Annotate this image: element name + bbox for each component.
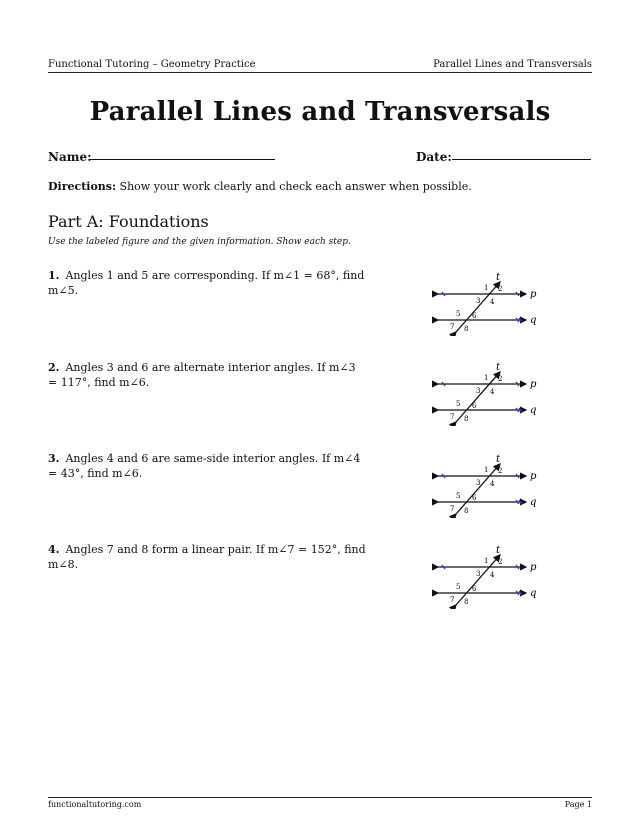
- angle-label-5: 5: [456, 583, 461, 591]
- parallel-lines-figure: [432, 362, 544, 426]
- footer-rule: [48, 797, 592, 798]
- transversal-t: [456, 464, 503, 514]
- angle-label-5: 5: [456, 492, 461, 500]
- problem-text: Angles 1 and 5 are corresponding. If m∠1 = 68°, find m∠5.: [48, 269, 365, 297]
- label-p: p: [530, 471, 537, 482]
- figure-4: [432, 545, 544, 609]
- angle-label-8: 8: [464, 598, 469, 606]
- problem-3: [48, 451, 368, 481]
- label-t: t: [496, 362, 501, 373]
- date-label: Date:: [416, 150, 452, 164]
- problem-number: 4.: [48, 543, 60, 556]
- angle-label-7: 7: [450, 505, 455, 513]
- problem-4: [48, 542, 368, 572]
- label-p: p: [530, 289, 537, 300]
- problem-number: 2.: [48, 361, 60, 374]
- problem-1: [48, 268, 368, 298]
- figure-1: [432, 272, 544, 336]
- angle-label-8: 8: [464, 325, 469, 333]
- problem-text: Angles 3 and 6 are alternate interior angles. If m∠3 = 117°, find m∠6.: [48, 361, 356, 389]
- angle-label-6: 6: [472, 585, 477, 593]
- angle-label-4: 4: [490, 388, 495, 396]
- label-q: q: [530, 405, 537, 416]
- label-q: q: [530, 315, 537, 326]
- angle-label-6: 6: [472, 402, 477, 410]
- angle-label-4: 4: [490, 480, 495, 488]
- figure-2: [432, 362, 544, 426]
- angle-label-8: 8: [464, 415, 469, 423]
- label-t: t: [496, 454, 501, 465]
- directions: [48, 180, 472, 193]
- angle-label-2: 2: [498, 375, 503, 383]
- name-label: Name:: [48, 150, 92, 164]
- header-left-text: Functional Tutoring – Geometry Practice: [48, 59, 256, 70]
- angle-label-7: 7: [450, 596, 455, 604]
- problem-number: 3.: [48, 452, 60, 465]
- angle-label-4: 4: [490, 571, 495, 579]
- directions-text: Show your work clearly and check each answer when possible.: [116, 180, 472, 193]
- angle-label-7: 7: [450, 413, 455, 421]
- angle-label-2: 2: [498, 467, 503, 475]
- transversal-t: [456, 372, 503, 422]
- parallel-lines-figure: [432, 272, 544, 336]
- footer-page-number: Page 1: [564, 800, 592, 809]
- label-t: t: [496, 272, 501, 283]
- label-p: p: [530, 379, 537, 390]
- label-q: q: [530, 497, 537, 508]
- angle-label-5: 5: [456, 400, 461, 408]
- angle-label-3: 3: [476, 570, 481, 578]
- transversal-t: [456, 555, 503, 605]
- directions-label: Directions:: [48, 180, 117, 193]
- angle-label-6: 6: [472, 494, 477, 502]
- angle-label-6: 6: [472, 312, 477, 320]
- angle-label-5: 5: [456, 310, 461, 318]
- angle-label-3: 3: [476, 297, 481, 305]
- angle-label-1: 1: [484, 466, 489, 474]
- angle-label-1: 1: [484, 284, 489, 292]
- parallel-lines-figure: [432, 545, 544, 609]
- angle-label-4: 4: [490, 298, 495, 306]
- page-title: Parallel Lines and Transversals: [89, 97, 551, 127]
- angle-label-3: 3: [476, 479, 481, 487]
- date-field-line[interactable]: [452, 159, 591, 160]
- transversal-t: [456, 282, 503, 332]
- problem-number: 1.: [48, 269, 60, 282]
- label-t: t: [496, 545, 501, 556]
- label-p: p: [530, 562, 537, 573]
- footer-left-text: functionaltutoring.com: [48, 800, 142, 809]
- angle-label-8: 8: [464, 507, 469, 515]
- problem-2: [48, 360, 368, 390]
- header-right-text: Parallel Lines and Transversals: [433, 59, 592, 70]
- problem-text: Angles 7 and 8 form a linear pair. If m∠7 = 152°, find m∠8.: [48, 543, 366, 571]
- parallel-lines-figure: [432, 454, 544, 518]
- problem-text: Angles 4 and 6 are same-side interior angles. If m∠4 = 43°, find m∠6.: [48, 452, 361, 480]
- angle-label-3: 3: [476, 387, 481, 395]
- section-title: Part A: Foundations: [48, 212, 209, 231]
- angle-label-7: 7: [450, 323, 455, 331]
- angle-label-2: 2: [498, 558, 503, 566]
- name-field-line[interactable]: [90, 159, 275, 160]
- label-q: q: [530, 588, 537, 599]
- figure-3: [432, 454, 544, 518]
- angle-label-2: 2: [498, 285, 503, 293]
- header-rule: [48, 72, 592, 73]
- section-subtitle: Use the labeled figure and the given information. Show each step.: [48, 237, 351, 247]
- angle-label-1: 1: [484, 557, 489, 565]
- angle-label-1: 1: [484, 374, 489, 382]
